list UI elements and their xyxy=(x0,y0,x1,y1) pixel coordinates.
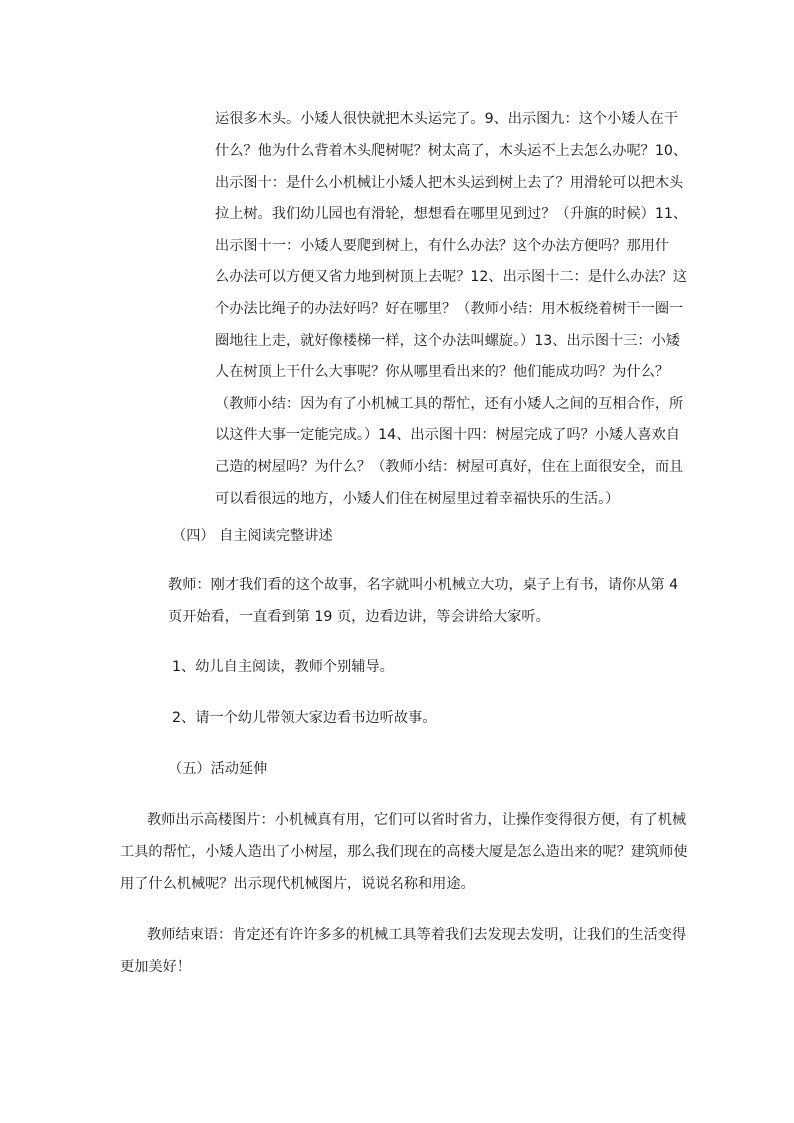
section-heading-5: （五）活动延伸 xyxy=(168,761,268,777)
text-line: 教师结束语：肯定还有许许多多的机械工具等着我们去发现去发明，让我们的生活变得 xyxy=(147,927,687,943)
text-line: 可以看很远的地方，小矮人们住在树屋里过着幸福快乐的生活。） xyxy=(215,491,620,507)
text-line: 拉上树。我们幼儿园也有滑轮，想想看在哪里见到过？（升旗的时候）11、 xyxy=(215,206,688,222)
list-item-1: 1、幼儿自主阅读，教师个别辅导。 xyxy=(172,659,394,675)
text-line: 更加美好！ xyxy=(120,959,191,975)
text-line: 什么？他为什么背着木头爬树呢？树太高了，木头运不上去怎么办呢？10、 xyxy=(215,143,688,159)
section-heading-4: （四） 自主阅读完整讲述 xyxy=(172,528,333,544)
text-line: 己造的树屋吗？为什么？（教师小结：树屋可真好，住在上面很安全，而且 xyxy=(215,459,684,475)
text-line: 圈地往上走，就好像楼梯一样，这个办法叫螺旋。）13、出示图十三：小矮 xyxy=(215,333,680,349)
text-line: 出示图十一：小矮人要爬到树上，有什么办法？这个办法方便吗？那用什 xyxy=(215,238,670,254)
list-item-2: 2、请一个幼儿带领大家边看书边听故事。 xyxy=(172,710,437,726)
text-line: 工具的帮忙，小矮人造出了小树屋，那么我们现在的高楼大厦是怎么造出来的呢？建筑师使 xyxy=(120,844,688,860)
text-line: （教师小结：因为有了小机械工具的帮忙，还有小矮人之间的互相合作，所 xyxy=(215,396,684,412)
text-line: 个办法比绳子的办法好吗？好在哪里？（教师小结：用木板绕着树干一圈一 xyxy=(215,301,684,317)
text-line: 教师：刚才我们看的这个故事，名字就叫小机械立大功，桌子上有书，请你从第 4 xyxy=(168,577,679,593)
text-line: 页开始看，一直看到第 19 页，边看边讲，等会讲给大家听。 xyxy=(168,609,550,625)
text-line: 教师出示高楼图片：小机械真有用，它们可以省时省力，让操作变得很方便，有了机械 xyxy=(147,812,687,828)
text-line: 用了什么机械呢？出示现代机械图片，说说名称和用途。 xyxy=(120,876,475,892)
text-line: 出示图十：是什么小机械让小矮人把木头运到树上去了？用滑轮可以把木头 xyxy=(215,175,684,191)
text-line: 以这件大事一定能完成。）14、出示图十四：树屋完成了吗？小矮人喜欢自 xyxy=(215,427,680,443)
text-line: 人在树顶上干什么大事呢？你从哪里看出来的？他们能成功吗？为什么？ xyxy=(215,364,670,380)
text-line: 么办法可以方便又省力地到树顶上去呢？12、出示图十二：是什么办法？这 xyxy=(215,269,688,285)
text-line: 运很多木头。小矮人很快就把木头运完了。9、出示图九：这个小矮人在干 xyxy=(215,111,679,127)
